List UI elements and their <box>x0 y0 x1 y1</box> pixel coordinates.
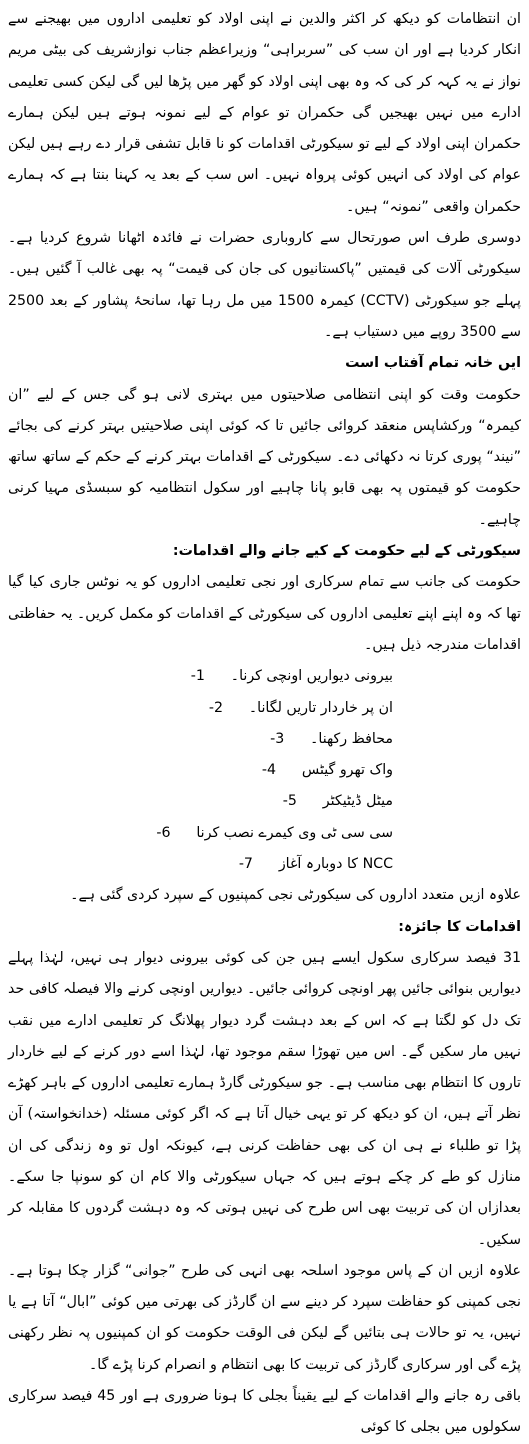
list-item-number: -5 <box>282 793 297 810</box>
list-item <box>8 818 521 849</box>
list-item-text: واک تھرو گیٹس <box>301 762 393 779</box>
list-item-text: NCC کا دوبارہ آغاز <box>278 856 393 873</box>
heading-measures: سیکورٹی کے لیے حکومت کے کیے جانے والے اقدامات: <box>172 543 521 560</box>
paragraph-prices: دوسری طرف اس صورتحال سے کاروباری حضرات نے فائدہ اٹھانا شروع کردیا ہے۔ سیکورٹی آلات کی قیمتیں ”پاکستانیوں کی جان کی قیمت“ پہ بھی غالب آ گئیں ہیں۔ پہلے جو سیکورٹی (CCTV) کیمرہ 1500 میں مل رہا تھا، سانحۂ پشاور کے بعد 2500 سے 3500 روپے میں دستیاب ہے۔ <box>8 230 522 340</box>
list-item-number: -7 <box>238 856 253 873</box>
list-item-text: سی سی ٹی وی کیمرے نصب کرنا <box>196 824 393 841</box>
list-item-text: میٹل ڈیٹیکٹر <box>322 793 393 810</box>
measures-list <box>8 661 521 880</box>
list-item <box>8 724 521 755</box>
paragraph-government-advice: حکومت وقت کو اپنی انتظامی صلاحیتوں میں بہتری لانی ہو گی جس کے لیے ”ان کیمرہ“ ورکشاپس منعقد کروائی جائیں تا کہ کوئی اپنی صلاحیتیں بہتر کرنے کی بجائے ”نیند“ پوری کرتا نہ دکھائی دے۔ سیکورٹی کے اقدامات بہتر کرنے کے حکم کے ساتھ ساتھ حکومت کو قیمتوں پہ بھی قابو پانا چاہیے اور سکول انتظامیہ کو سبسڈی مہیا کرنی چاہیے۔ <box>8 386 521 528</box>
paragraph-notice: حکومت کی جانب سے تمام سرکاری اور نجی تعلیمی اداروں کو یہ نوٹس جاری کیا گیا تھا کہ وہ اپنے اپنے تعلیمی اداروں کی سیکورٹی کے اقدامات کو مکمل کریں۔ یہ حفاظتی اقدامات مندرجہ ذیل ہیں۔ <box>8 574 521 653</box>
list-item <box>8 661 521 692</box>
paragraph-rulers: ان انتظامات کو دیکھ کر اکثر والدین نے اپنی اولاد کو تعلیمی اداروں میں بھیجنے سے انکار کردیا ہے اور ان سب کی ”سربراہی“ وزیراعظم جناب نوازشریف کی بیٹی مریم نواز نے یہ کہہ کر کی کہ وہ بھی اپنی اولاد کو گھر میں پڑھا لیں گی لیکن کسی تعلیمی ادارے میں نہیں بھیجیں گی حکمران تو عوام کے لیے نمونہ ہوتے ہیں لیکن ہمارے حکمران اپنی اولاد کے لیے تو سیکورٹی اقدامات کو نا قابل تشفی قرار دے رہے ہیں لیکن عوام کی اولاد کی انہیں کوئی پرواہ نہیں۔ اس سب کے بعد یہ کہنا بنتا ہے کہ ہمارے حکمران واقعی ”نمونہ“ ہیں۔ <box>8 11 521 215</box>
paragraph-private-companies: علاوہ ازیں متعدد اداروں کی سیکورٹی نجی کمپنیوں کے سپرد کردی گئی ہے۔ <box>70 887 521 904</box>
list-item <box>8 849 521 880</box>
paragraph-weapons: علاوہ ازیں ان کے پاس موجود اسلحہ بھی انہی کی طرح ”جوانی“ گزار چکا ہوتا ہے۔ نجی کمپنی کو حفاظت سپرد کر دینے سے ان گارڈز کی بھرتی میں کوئی ”ابال“ آتا ہے یا نہیں، یہ تو حالات ہی بتائیں گے لیکن فی الوقت حکومت کو ان کمپنیوں پہ نظر رکھنی پڑے گی اور سرکاری گارڈز کی تربیت کا بھی انتظام و انصرام کرنا پڑے گا۔ <box>8 1262 521 1373</box>
heading-review: اقدامات کا جائزہ: <box>398 918 521 935</box>
paragraph-walls-guards: 31 فیصد سرکاری سکول ایسے ہیں جن کی کوئی بیرونی دیوار ہی نہیں، لہٰذا پہلے دیواریں بنوائی جائیں پھر اونچی کروائی جائیں۔ دیواریں اونچی کرنے والا فیصلہ کافی حد تک دل کو لگتا ہے کہ اس کے بعد دہشت گرد دیوار پھلانگ کر تعلیمی ادارے میں نقب نہیں مار سکیں گے۔ اس میں تھوڑا سقم موجود تھا، لہٰذا اسے دور کرنے کے لیے خاردار تاروں کا انتظام بھی مناسب ہے۔ جو سیکورٹی گارڈ ہمارے تعلیمی اداروں کے باہر کھڑے نظر آتے ہیں، ان کو دیکھ کر تو یہی خیال آتا ہے کہ اگر کوئی مسئلہ (خدانخواستہ) آن پڑا تو طلباء نے ہی ان کی بھی حفاظت کرنی ہے، کیونکہ اول تو وہ زندگی کی ان منازل کو طے کر چکے ہوتے ہیں کہ جہاں سیکورٹی والا کام ان کو سونپا جا سکے۔ بعدازاں ان کی تربیت بھی اس طرح کی نہیں ہوتی کہ وہ دہشت گردوں کا مقابلہ کر سکیں۔ <box>8 949 521 1248</box>
list-item <box>8 693 521 724</box>
list-item-number: -3 <box>270 730 285 747</box>
list-item-number: -4 <box>261 762 277 779</box>
list-item-number: -1 <box>190 668 205 685</box>
list-item <box>8 755 521 786</box>
list-item-text: ان پر خاردار تاریں لگانا۔ <box>248 699 393 716</box>
list-item-number: -6 <box>156 824 171 841</box>
list-item-number: -2 <box>208 699 223 716</box>
list-item-text: محافظ رکھنا۔ <box>310 730 393 747</box>
list-item-text: بیرونی دیواریں اونچی کرنا۔ <box>230 668 393 685</box>
paragraph-electricity: باقی رہ جانے والے اقدامات کے لیے یقیناً بجلی کا ہونا ضروری ہے اور 45 فیصد سرکاری سکولوں میں بجلی کا کوئی <box>8 1388 521 1436</box>
list-item <box>8 786 521 817</box>
heading-proverb: ایں خانہ تمام آفتاب است <box>345 355 521 372</box>
